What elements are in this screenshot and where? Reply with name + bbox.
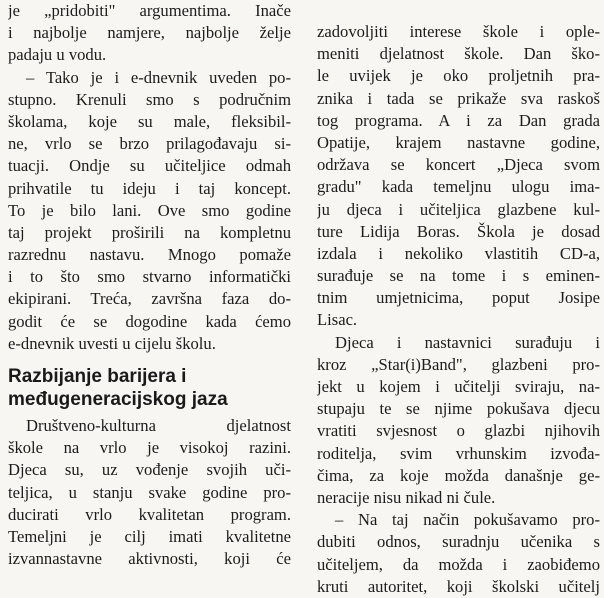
text-line: kruti autoritet, koji školski učitelj <box>317 576 600 596</box>
text-line: – Tako je i e-dnevnik uveden po- <box>26 67 291 87</box>
text-line: ture Lidija Boras. Škola je dosad <box>317 221 600 241</box>
text-line: e-dnevnik uvesti u cijelu školu. <box>8 333 216 353</box>
text-line: roditelja, svim vrhunskim izvođa- <box>317 443 600 463</box>
text-line: godit će se dogodine kada ćemo <box>8 311 291 331</box>
text-line: škole na vrlo je visokoj razini. <box>8 438 291 458</box>
text-line: – Na taj način pokušavamo pro- <box>335 510 600 530</box>
text-line: To je bilo lani. Ove smo godine <box>8 200 291 220</box>
text-line: ju djeca i učiteljica glazbene kul- <box>317 199 600 219</box>
paragraph <box>317 332 600 510</box>
text-line: tnim umjetnicima, poput Josipe <box>317 288 600 308</box>
text-line: Djeca su, uz vođenje svojih uči- <box>8 460 291 480</box>
text-line: stupno. Krenuli smo s područnim <box>8 89 291 109</box>
text-line: vratiti svjesnost o glazbi njihovih <box>317 421 600 441</box>
text-line: školama, koje su male, fleksibil- <box>8 111 291 131</box>
right-column <box>317 0 600 596</box>
text-line: surađuje se na tome i s eminen- <box>317 266 600 286</box>
text-line: Lisac. <box>317 310 358 330</box>
text-line: meniti djelatnost škole. Dan ško- <box>317 44 600 64</box>
text-line: znika i tada se prikaže sva raskoš <box>317 88 600 108</box>
text-line: prihvatile tu ideju i taj koncept. <box>8 178 291 198</box>
text-line: taj projekt proširili na kompletnu <box>8 222 291 242</box>
text-line: razrednu nastavu. Mnogo pomaže <box>8 245 291 265</box>
text-line: i to što smo stvarno informatički <box>8 267 291 287</box>
section-heading <box>8 365 291 411</box>
text-line: gradu" kada temeljnu ulogu ima- <box>317 177 600 197</box>
paragraph <box>8 67 291 355</box>
paragraph <box>8 415 291 570</box>
text-line: ekipirani. Treća, završna faza do- <box>8 289 291 309</box>
text-line: padaju u vodu. <box>8 45 107 65</box>
text-line: i najbolje namjere, najbolje želje <box>8 23 291 43</box>
text-line: kroz „Star(i)Band", glazbeni pro- <box>317 354 600 374</box>
text-line: jekt u kojem i učitelji sviraju, na- <box>317 377 600 396</box>
text-line: zadovoljiti interese škole i ople- <box>317 22 600 41</box>
text-line: održava se koncert „Djeca svom <box>317 155 600 175</box>
text-line: dubiti odnos, suradnju učenika s <box>317 532 600 552</box>
left-column <box>8 0 291 578</box>
text-line: le uvijek je oko proljetnih pra- <box>317 66 600 86</box>
text-line: je „pridobiti" argumentima. Inače <box>8 1 291 20</box>
text-line: ducirati vrlo kvalitetan program. <box>8 504 291 524</box>
text-line: tog programa. A i za Dan grada <box>317 110 600 130</box>
heading-line: Razbijanje barijera i <box>8 366 187 387</box>
text-line: Temeljni je cilj imati kvalitetne <box>8 526 291 546</box>
paragraph <box>317 21 600 332</box>
paragraph <box>8 0 291 67</box>
text-line: neracije nisu nikad ni čule. <box>317 487 496 507</box>
text-line: ne, vrlo se brzo prilagođavaju si- <box>8 134 291 154</box>
text-line: izdala i nekoliko vlastitih CD-a, <box>317 243 600 263</box>
text-line: Opatije, krajem nastavne godine, <box>317 132 600 152</box>
text-line: tuacji. Ondje su učiteljice odmah <box>8 156 291 176</box>
paragraph <box>317 509 600 598</box>
text-line: izvannastavne aktivnosti, koji će <box>8 549 291 569</box>
text-line: stupaju te se njime pokušava djecu <box>317 399 600 419</box>
text-line: teljica, u stanju svake godine pro- <box>8 482 291 502</box>
text-line: Djeca i nastavnici surađuju i <box>335 332 600 352</box>
text-line: učiteljem, da možda i zaobiđemo <box>317 554 600 574</box>
text-line: čima, za koje možda današnje ge- <box>317 465 600 485</box>
text-line: Društveno-kulturna djelatnost <box>26 416 291 435</box>
heading-line: međugeneracijskog jaza <box>8 389 228 410</box>
